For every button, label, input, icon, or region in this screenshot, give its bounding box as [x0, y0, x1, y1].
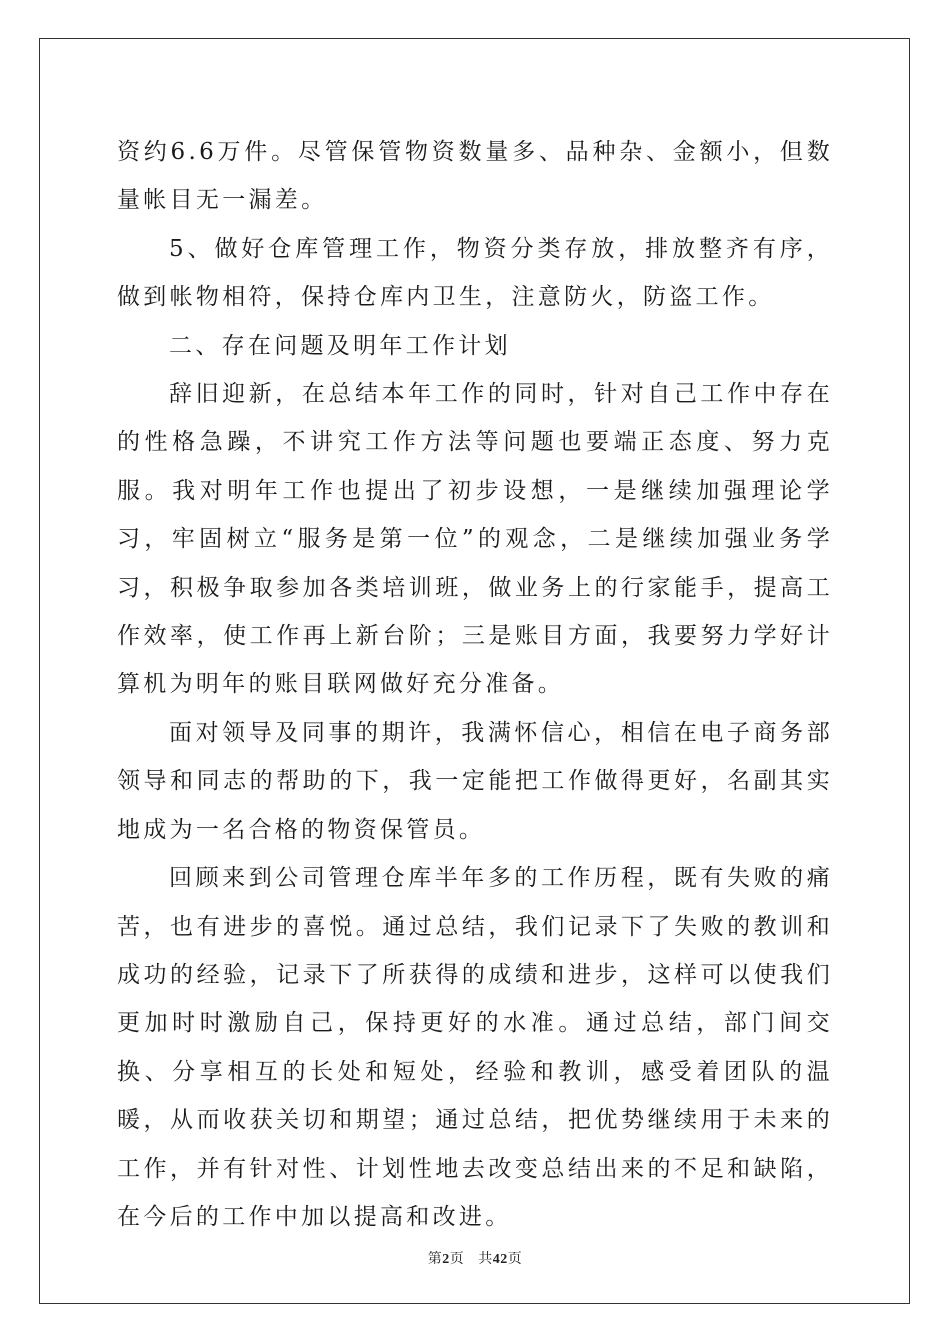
total-suffix: 页	[507, 1252, 523, 1267]
document-body	[117, 128, 833, 1241]
total-pages-number: 42	[492, 1252, 508, 1267]
paragraph: 辞旧迎新，在总结本年工作的同时，针对自己工作中存在的性格急躁，不讲究工作方法等问题也要端正态度、努力克服。我对明年工作也提出了初步设想，一是继续加强理论学习，牢固树立“服务是第一位”的观念，二是继续加强业务学习，积极争取参加各类培训班，做业务上的行家能手，提高工作效率，使工作再上新台阶；三是账目方面，我要努力学好计算机为明年的账目联网做好充分准备。	[117, 381, 833, 698]
page-suffix: 页	[449, 1252, 465, 1267]
total-prefix: 共	[478, 1252, 493, 1267]
current-page-number: 2	[442, 1252, 450, 1267]
page-prefix: 第	[427, 1252, 443, 1267]
paragraph: 资约6.6万件。尽管保管物资数量多、品种杂、金额小，但数量帐目无一漏差。	[117, 139, 833, 214]
page-footer	[0, 1248, 950, 1268]
paragraph: 5、做好仓库管理工作，物资分类存放，排放整齐有序，做到帐物相符，保持仓库内卫生，注意防火，防盗工作。	[117, 235, 833, 311]
section-heading: 二、存在问题及明年工作计划	[169, 332, 511, 359]
paragraph: 回顾来到公司管理仓库半年多的工作历程，既有失败的痛苦，也有进步的喜悦。通过总结，我们记录下了失败的教训和成功的经验，记录下了所获得的成绩和进步，这样可以使我们更加时时激励自己，保持更好的水准。通过总结，部门间交换、分享相互的长处和短处，经验和教训，感受着团队的温暖，从而收获关切和期望；通过总结，把优势继续用于未来的工作，并有针对性、计划性地去改变总结出来的不足和缺陷，在今后的工作中加以提高和改进。	[117, 865, 833, 1230]
paragraph: 面对领导及同事的期许，我满怀信心，相信在电子商务部领导和同志的帮助的下，我一定能把工作做得更好，名副其实地成为一名合格的物资保管员。	[117, 719, 833, 843]
